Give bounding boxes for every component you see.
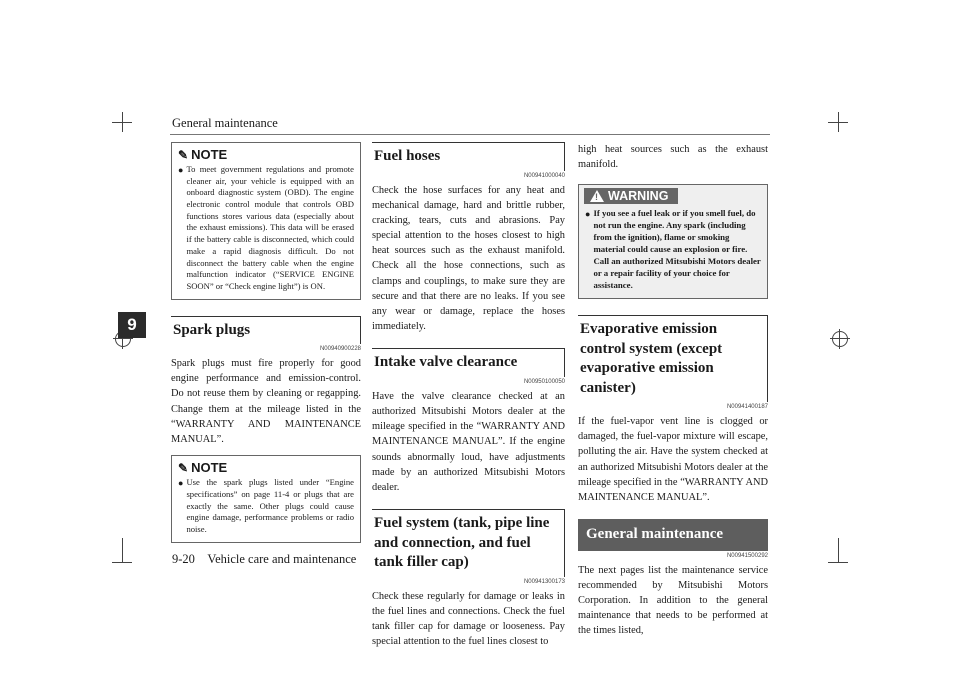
warning-triangle-icon: ! [590,190,604,202]
body-paragraph: Check the hose surfaces for any heat and mechanical damage, hard and brittle rubber, cracking, tears, cuts and abrasions. Pay special attention to the hoses closest to high heat sources such as the exhaust manifold. Check all the hose connections, such as clamps and couplings, to make sure they are secure and that there are no leaks. If you see any wear or damage, replace the hoses immediately. [372,184,565,333]
doc-code: N00941400187 [726,404,768,411]
section-heading: Evaporative emission control system (except evaporative emission canister) [578,315,768,402]
crop-mark [112,122,132,123]
bullet-icon: ● [585,209,591,220]
warning-text: If you see a fuel leak or if you smell fuel, do not run the engine. Any spark (including from the ignition), flame or smoking material could cause an explosion or fire. Call an authorized Mitsubishi Motors dealer or a repair facility of your choice for assistance. [593,208,761,291]
pencil-icon: ✎ [178,147,189,162]
note-text: To meet government regulations and promote cleaner air, your vehicle is equipped with an onboard diagnostic system (OBD). The engine electronic control module that controls OBD functions stores various data (especially about the exhaust emissions). This data will be erased if the battery cable is disconnected, which could make a rapid diagnosis difficult. Do not disconnect the battery cable when the engine malfunction indicator (“SERVICE ENGINE SOON” or “Check engine light”) is ON. [186,164,354,291]
body-paragraph: If the fuel-vapor vent line is clogged or damaged, the fuel-vapor mixture will escape, polluting the air. Have the system checked at an authorized Mitsubishi Motors dealer at the mileage specified in the “WARRANTY AND MAINTENANCE MANUAL”. [578,416,768,503]
column-1 [171,142,361,543]
note-label: NOTE [191,460,228,476]
body-paragraph: Spark plugs must fire properly for good engine performance and emission-control. Do not reuse them by cleaning or regapping. Change them at the mileage listed in the “WARRANTY AND MAINTENANCE MANUAL”. [171,358,361,445]
bullet-icon: ● [178,165,184,175]
crop-mark [838,538,839,562]
crop-mark [122,538,123,562]
pencil-icon: ✎ [178,460,189,475]
body-paragraph-continued: high heat sources such as the exhaust manifold. [578,144,768,171]
doc-code: N00941500292 [726,552,768,559]
crop-mark [828,562,848,563]
note-box [171,455,361,542]
warning-box [578,184,768,299]
section-heading: General maintenance [578,519,768,551]
section-heading: Fuel system (tank, pipe line and connection, and fuel tank filler cap) [372,509,565,577]
bullet-icon: ● [178,478,184,489]
doc-code: N00941300173 [523,578,565,585]
doc-code: N00940900228 [319,346,361,353]
column-3 [578,142,768,639]
section-heading: Fuel hoses [372,142,565,171]
note-box [171,142,361,300]
note-title [178,147,354,162]
section-heading: Intake valve clearance [372,348,565,377]
footer-section: Vehicle care and maintenance [207,552,357,566]
warning-label: WARNING [608,189,669,204]
page-footer [172,552,356,567]
chapter-tab: 9 [118,312,146,338]
note-text: Use the spark plugs listed under “Engine specifications” on page 11-4 or plugs that are exactly the same. Other plugs could cause engine damage, performance problems or radio noise. [186,477,354,534]
body-paragraph: Check these regularly for damage or leaks in the fuel lines and connections. Check the fuel tank filler cap for damage or looseness. Pay special attention to the fuel lines closest to [372,590,565,648]
doc-code: N00941000040 [523,172,565,179]
page-number: 9-20 [172,552,195,566]
note-title [178,460,354,475]
crop-mark [112,562,132,563]
doc-code: N00950100050 [523,378,565,385]
crop-mark [828,122,848,123]
page-header-title: General maintenance [172,116,278,130]
section-heading: Spark plugs [171,316,361,345]
body-paragraph: Have the valve clearance checked at an authorized Mitsubishi Motors dealer at the mileage specified in the “WARRANTY AND MAINTENANCE MANUAL”. If the engine sounds abnormally loud, have adjustments made by an authorized Mitsubishi Motors dealer. [372,390,565,493]
header-rule [170,134,770,135]
warning-title [584,188,678,204]
registration-mark-icon [832,331,848,347]
body-paragraph: The next pages list the maintenance service recommended by Mitsubishi Motors Corporation. In addition to the general maintenance that needs to be performed at the times listed, [578,564,768,637]
column-2 [372,142,565,649]
note-label: NOTE [191,147,228,162]
